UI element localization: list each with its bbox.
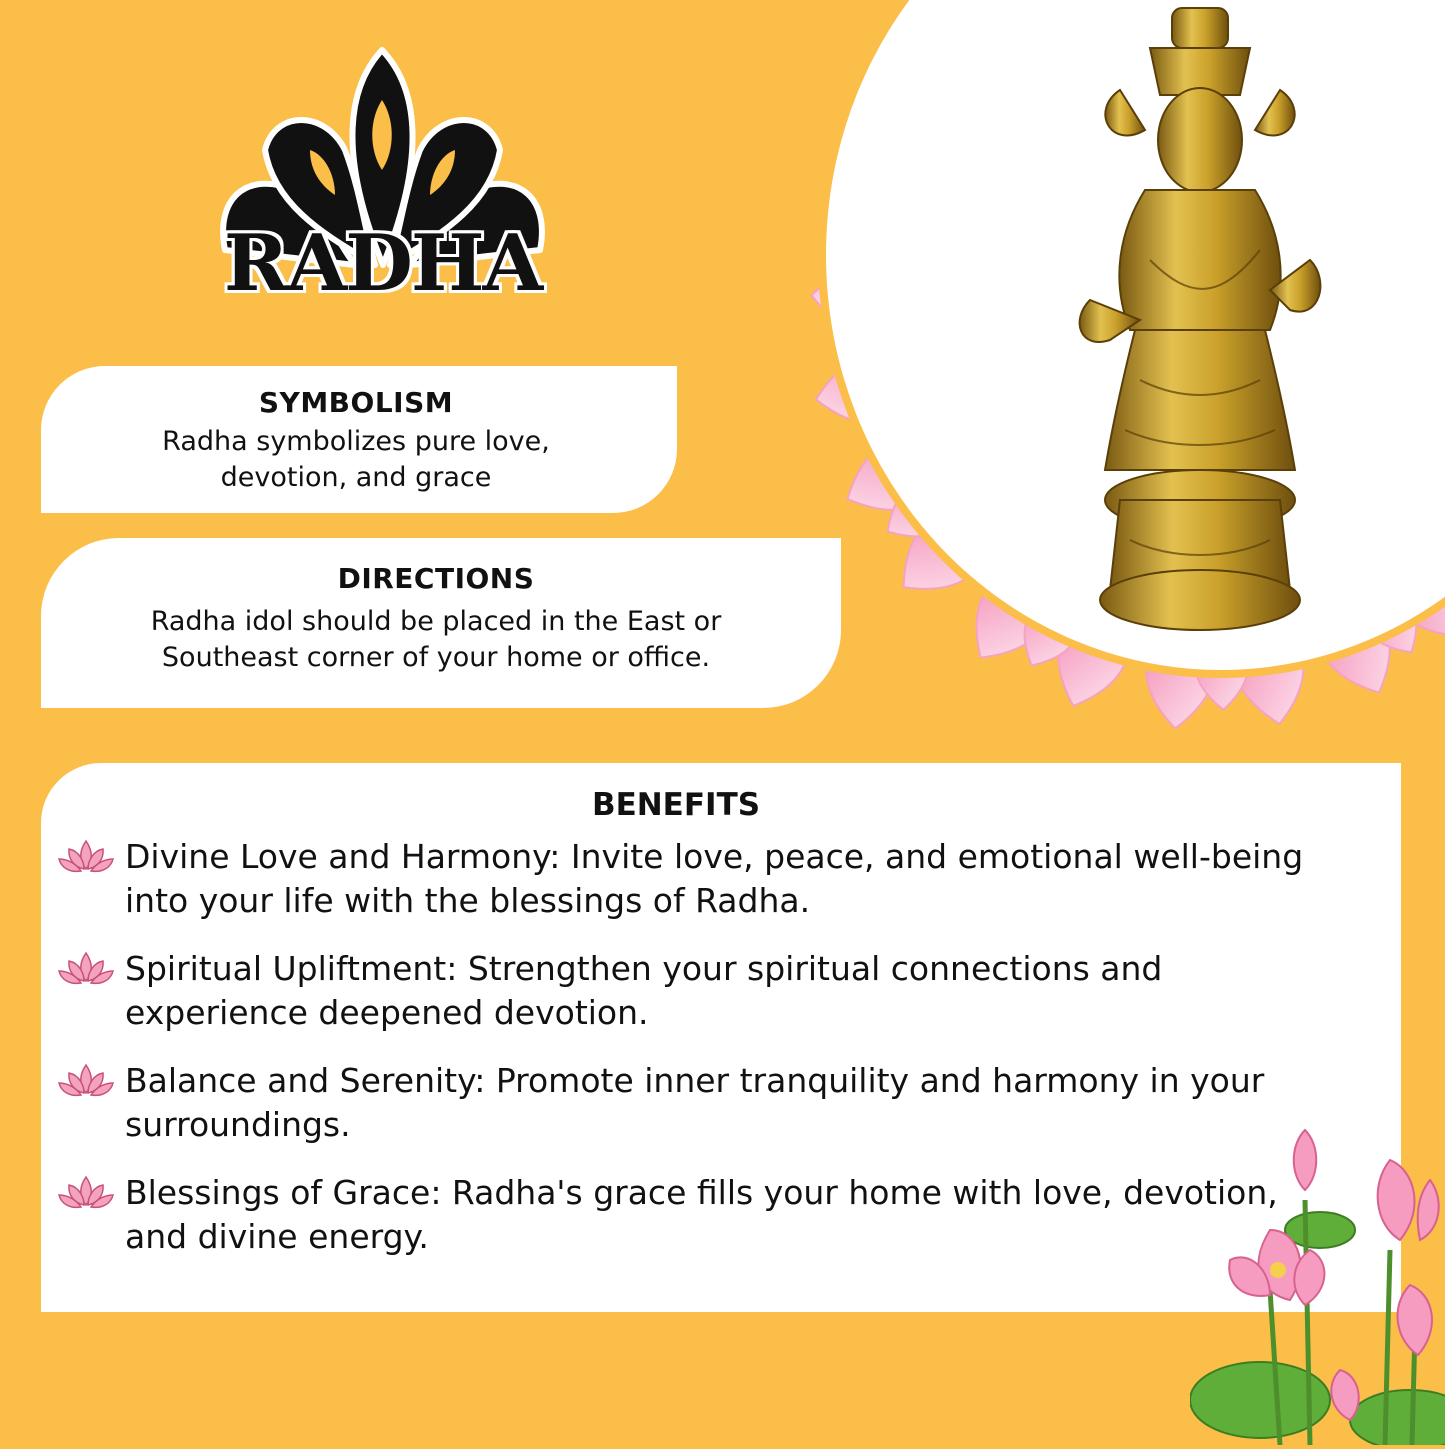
benefit-item bbox=[57, 947, 1337, 1035]
radha-idol-image bbox=[1050, 0, 1340, 650]
symbolism-text: Radha symbolizes pure love, devotion, and grace bbox=[162, 426, 550, 493]
benefit-text: Balance and Serenity: Promote inner tranquility and harmony in your surroundings. bbox=[125, 1061, 1265, 1144]
directions-text: Radha idol should be placed in the East or Southeast corner of your home or office. bbox=[150, 606, 722, 673]
benefit-text: Spiritual Upliftment: Strengthen your spiritual connections and experience deepened devotion. bbox=[125, 949, 1163, 1032]
lotus-flowers-image bbox=[1190, 1120, 1445, 1445]
lotus-icon bbox=[57, 837, 117, 877]
benefit-item bbox=[57, 1059, 1337, 1147]
lotus-icon bbox=[57, 949, 117, 989]
benefit-item bbox=[57, 835, 1337, 923]
lotus-icon bbox=[57, 1173, 117, 1213]
benefits-title: BENEFITS bbox=[591, 787, 761, 823]
symbolism-card bbox=[41, 366, 677, 513]
directions-card bbox=[41, 538, 841, 708]
brand-logo bbox=[205, 40, 560, 309]
benefit-item bbox=[57, 1171, 1337, 1259]
logo-text: RADHA bbox=[223, 218, 542, 309]
lotus-icon bbox=[57, 1061, 117, 1101]
symbolism-title: SYMBOLISM bbox=[258, 386, 454, 419]
benefit-text: Blessings of Grace: Radha's grace fills your home with love, devotion, and divine energy. bbox=[125, 1173, 1278, 1256]
benefit-text: Divine Love and Harmony: Invite love, peace, and emotional well-being into your life with the blessings of Radha. bbox=[125, 837, 1304, 920]
directions-title: DIRECTIONS bbox=[337, 562, 535, 595]
